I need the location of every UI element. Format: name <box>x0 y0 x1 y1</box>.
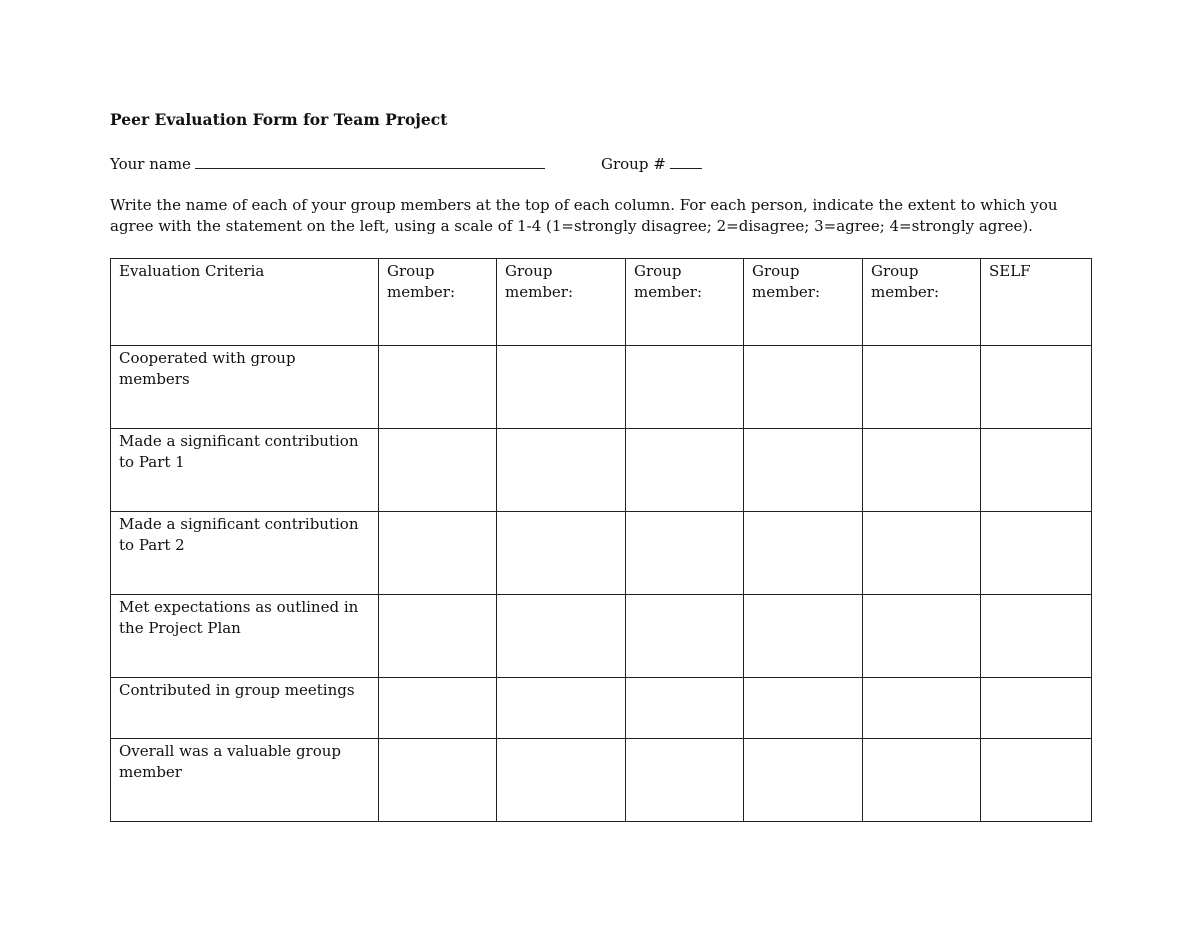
table-row <box>111 678 1092 739</box>
rating-cell[interactable] <box>863 739 981 822</box>
self-rating-cell[interactable] <box>981 595 1092 678</box>
rating-cell[interactable] <box>863 346 981 429</box>
group-number-label: Group # <box>601 155 666 173</box>
rating-cell[interactable] <box>744 595 863 678</box>
criteria-cell: Made a significant contribution to Part 1 <box>111 429 379 512</box>
rating-cell[interactable] <box>626 512 744 595</box>
group-number-blank-line[interactable] <box>670 153 702 169</box>
rating-cell[interactable] <box>497 595 626 678</box>
rating-cell[interactable] <box>379 429 497 512</box>
criteria-cell: Overall was a valuable group member <box>111 739 379 822</box>
rating-cell[interactable] <box>744 739 863 822</box>
self-rating-cell[interactable] <box>981 346 1092 429</box>
rating-cell[interactable] <box>626 429 744 512</box>
rating-cell[interactable] <box>744 346 863 429</box>
header-cell[interactable] <box>497 259 626 346</box>
rating-cell[interactable] <box>497 512 626 595</box>
rating-cell[interactable] <box>626 739 744 822</box>
rating-cell[interactable] <box>863 429 981 512</box>
rating-cell[interactable] <box>863 512 981 595</box>
self-rating-cell[interactable] <box>981 429 1092 512</box>
criteria-cell: Made a significant contribution to Part 2 <box>111 512 379 595</box>
self-rating-cell[interactable] <box>981 739 1092 822</box>
table-row <box>111 512 1092 595</box>
header-cell[interactable] <box>379 259 497 346</box>
header-cell[interactable] <box>744 259 863 346</box>
table-row <box>111 595 1092 678</box>
group-number-row <box>601 153 702 173</box>
rating-cell[interactable] <box>497 429 626 512</box>
your-name-row <box>110 153 545 173</box>
header-self: SELF <box>989 262 1031 280</box>
your-name-blank-line[interactable] <box>195 153 545 169</box>
header-cell[interactable] <box>863 259 981 346</box>
rating-cell[interactable] <box>379 678 497 739</box>
table-row <box>111 346 1092 429</box>
rating-cell[interactable] <box>744 512 863 595</box>
table-row <box>111 429 1092 512</box>
form-title: Peer Evaluation Form for Team Project <box>110 110 448 129</box>
table-header-row <box>111 259 1092 346</box>
rating-cell[interactable] <box>863 678 981 739</box>
rating-cell[interactable] <box>744 678 863 739</box>
rating-cell[interactable] <box>626 595 744 678</box>
rating-cell[interactable] <box>379 595 497 678</box>
rating-cell[interactable] <box>379 346 497 429</box>
header-group-member-4: Group member: <box>752 262 821 301</box>
header-evaluation-criteria: Evaluation Criteria <box>119 262 265 280</box>
rating-cell[interactable] <box>379 512 497 595</box>
criteria-cell: Met expectations as outlined in the Project Plan <box>111 595 379 678</box>
rating-cell[interactable] <box>744 429 863 512</box>
criteria-cell: Cooperated with group members <box>111 346 379 429</box>
header-cell[interactable] <box>626 259 744 346</box>
evaluation-table <box>110 258 1092 822</box>
criteria-cell: Contributed in group meetings <box>111 678 379 739</box>
rating-cell[interactable] <box>863 595 981 678</box>
header-group-member-3: Group member: <box>634 262 703 301</box>
header-cell <box>111 259 379 346</box>
your-name-label: Your name <box>110 155 191 173</box>
rating-cell[interactable] <box>497 678 626 739</box>
header-group-member-1: Group member: <box>387 262 456 301</box>
table-row <box>111 739 1092 822</box>
rating-cell[interactable] <box>626 346 744 429</box>
rating-cell[interactable] <box>497 739 626 822</box>
header-group-member-5: Group member: <box>871 262 940 301</box>
rating-cell[interactable] <box>379 739 497 822</box>
header-cell <box>981 259 1092 346</box>
header-group-member-2: Group member: <box>505 262 574 301</box>
self-rating-cell[interactable] <box>981 678 1092 739</box>
rating-cell[interactable] <box>497 346 626 429</box>
rating-cell[interactable] <box>626 678 744 739</box>
self-rating-cell[interactable] <box>981 512 1092 595</box>
instructions-paragraph: Write the name of each of your group members at the top of each column. For each person, indicate the extent to which you agree with the statement on the left, using a scale of 1-4 (1=strongly disagree; 2=disagree; 3=agree; 4=strongly agree). <box>110 196 1058 235</box>
